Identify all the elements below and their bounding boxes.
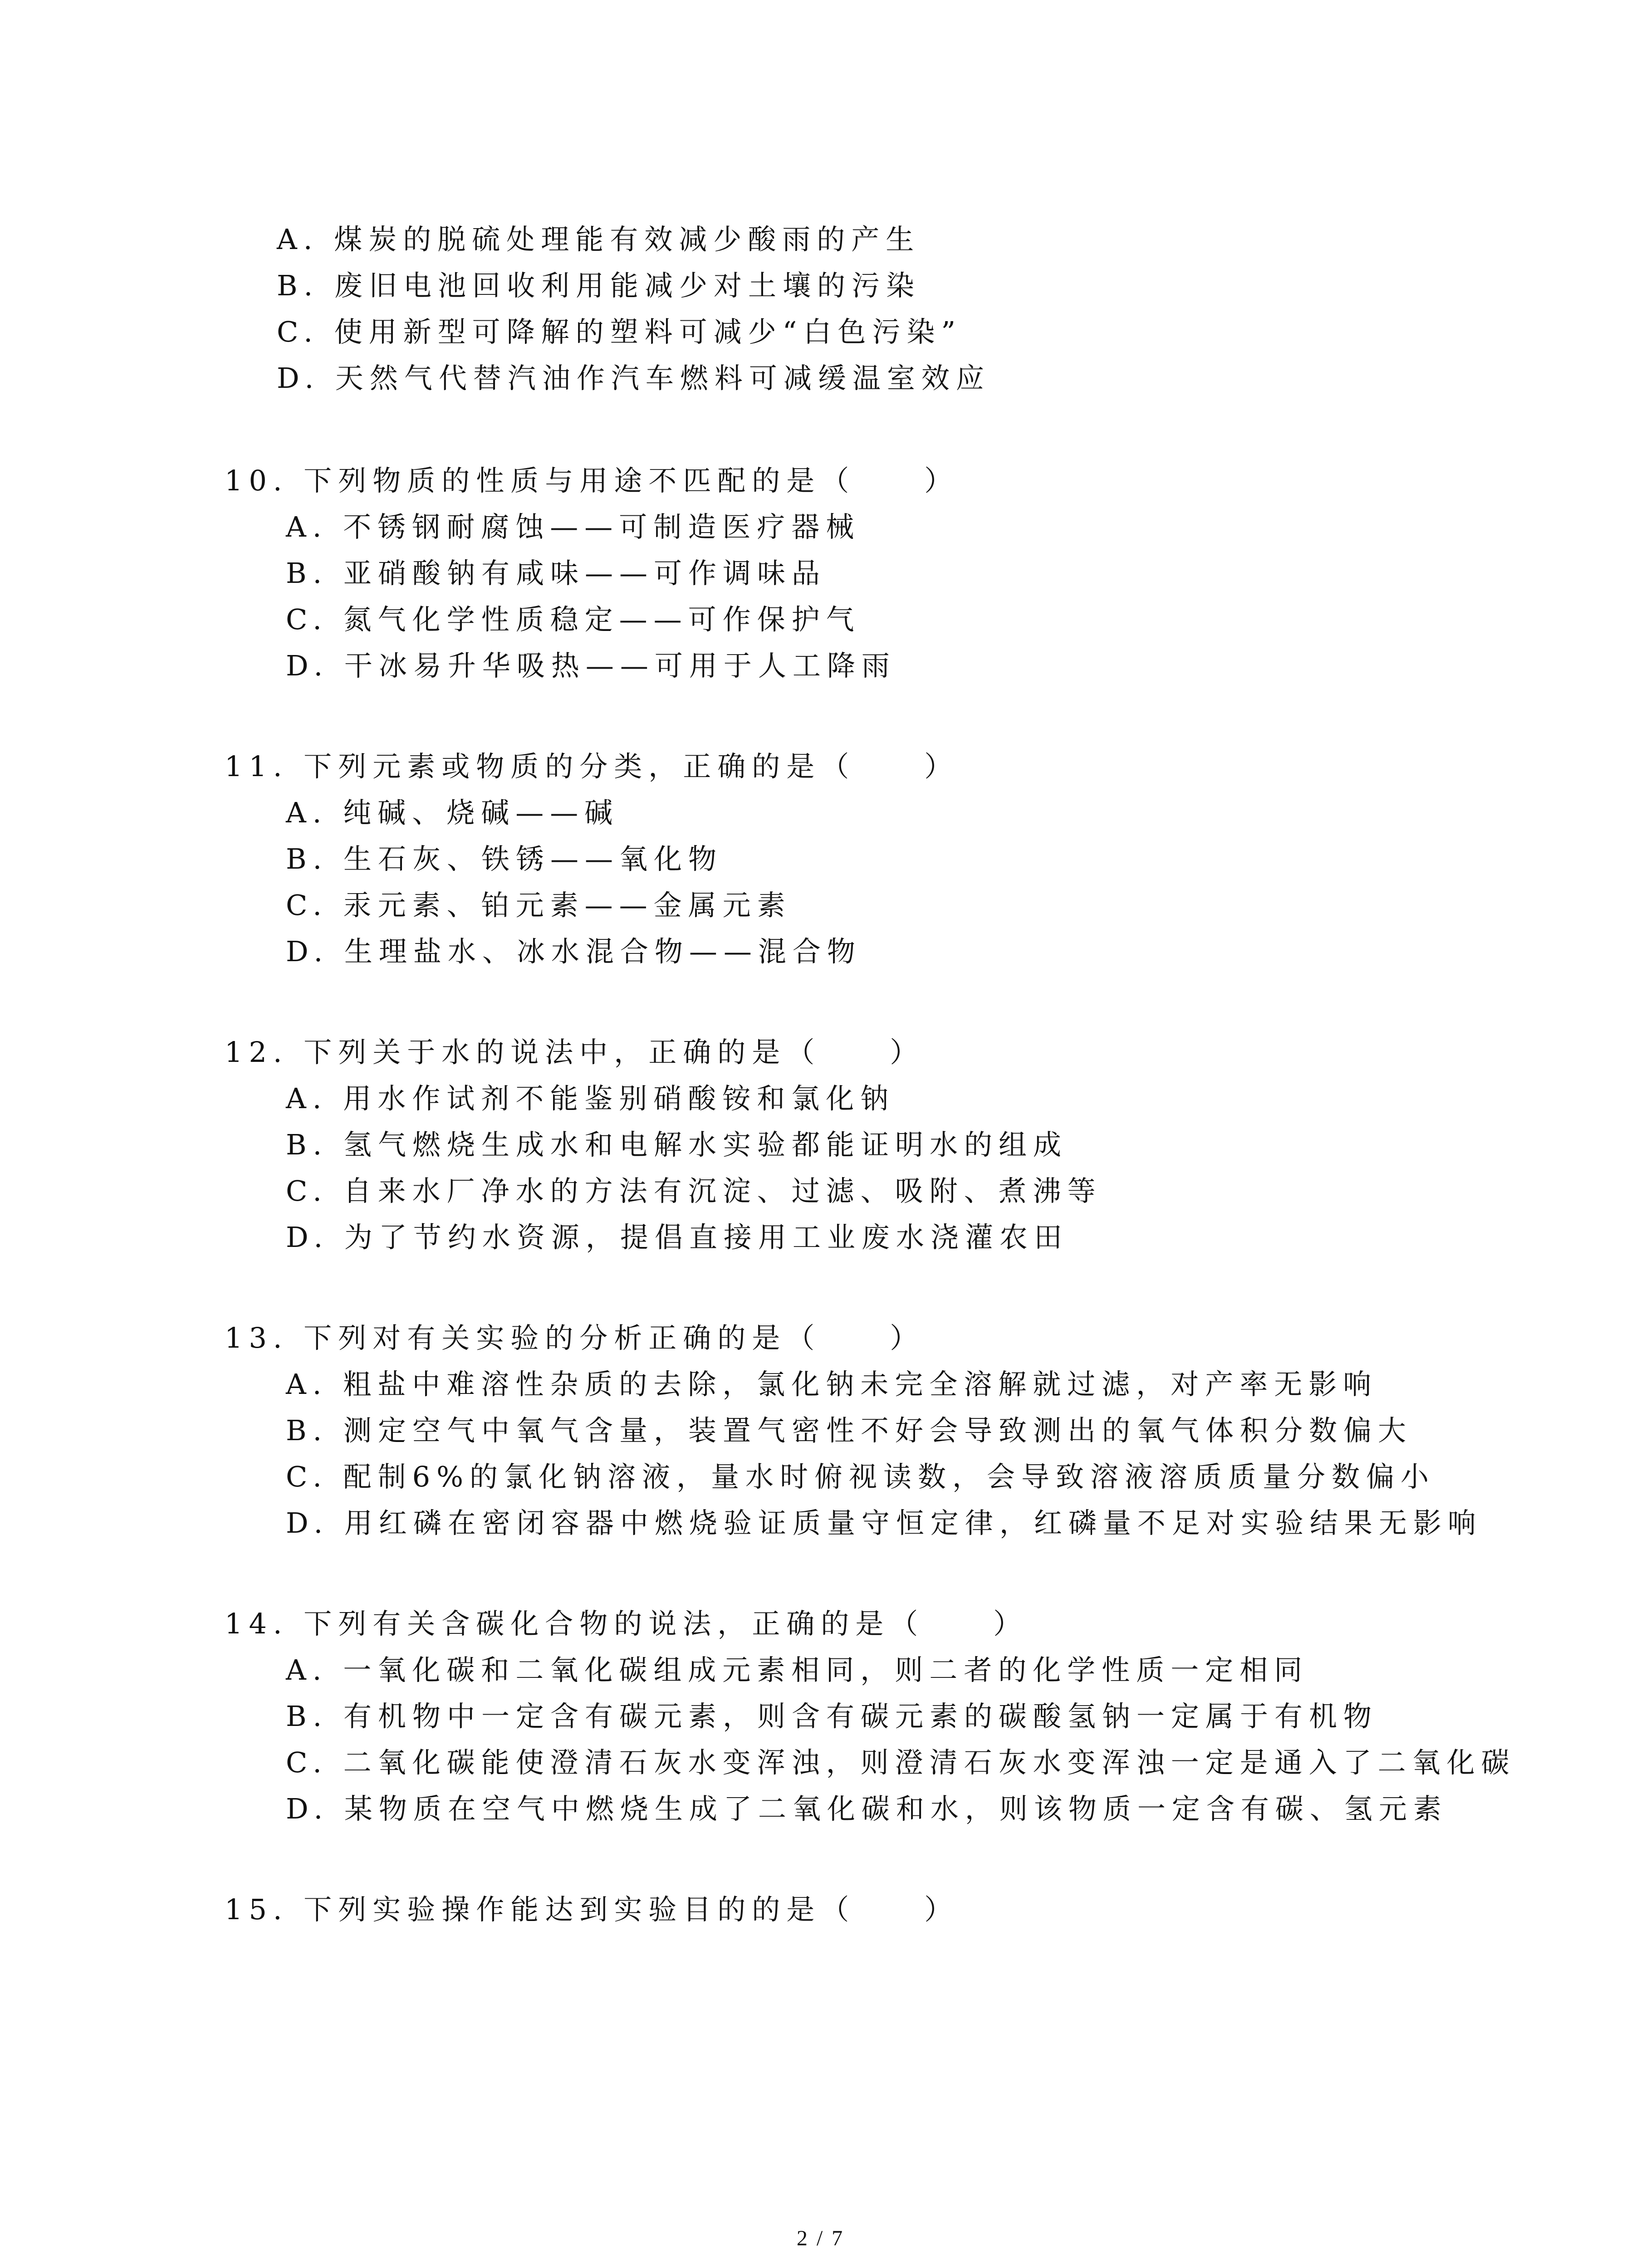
question-title: 15. 下列实验操作能达到实验目的的是（ ）	[225, 1893, 959, 1926]
option-a: A. 煤炭的脱硫处理能有效减少酸雨的产生	[277, 223, 921, 256]
option-b: B. 亚硝酸钠有咸味——可作调味品	[286, 557, 826, 590]
option-c: C. 汞元素、铂元素——金属元素	[286, 889, 792, 922]
option-a: A. 纯碱、烧碱——碱	[286, 796, 619, 829]
option-c: C. 自来水厂净水的方法有沉淀、过滤、吸附、煮沸等	[286, 1174, 1102, 1207]
question-title: 12. 下列关于水的说法中，正确的是（ ）	[225, 1036, 925, 1069]
question-title: 13. 下列对有关实验的分析正确的是（ ）	[225, 1321, 925, 1354]
option-d: D. 干冰易升华吸热——可用于人工降雨	[286, 649, 896, 682]
option-d: D. 某物质在空气中燃烧生成了二氧化碳和水，则该物质一定含有碳、氢元素	[286, 1792, 1448, 1825]
option-b: B. 生石灰、铁锈——氧化物	[286, 842, 723, 875]
question-title: 14. 下列有关含碳化合物的说法，正确的是（ ）	[225, 1607, 1028, 1640]
option-b: B. 氢气燃烧生成水和电解水实验都能证明水的组成	[286, 1128, 1068, 1161]
option-c: C. 配制6%的氯化钠溶液，量水时俯视读数，会导致溶液溶质质量分数偏小	[286, 1460, 1435, 1493]
option-a: A. 粗盐中难溶性杂质的去除，氯化钠未完全溶解就过滤，对产率无影响	[286, 1368, 1378, 1401]
question-title: 11. 下列元素或物质的分类，正确的是（ ）	[225, 750, 959, 783]
option-d: D. 天然气代替汽油作汽车燃料可减缓温室效应	[277, 362, 990, 395]
option-b: B. 测定空气中氧气含量，装置气密性不好会导致测出的氧气体积分数偏大	[286, 1414, 1412, 1447]
option-d: D. 生理盐水、冰水混合物——混合物	[286, 935, 862, 968]
option-c: C. 氮气化学性质稳定——可作保护气	[286, 603, 861, 636]
option-a: A. 一氧化碳和二氧化碳组成元素相同，则二者的化学性质一定相同	[286, 1653, 1309, 1686]
option-b: B. 有机物中一定含有碳元素，则含有碳元素的碳酸氢钠一定属于有机物	[286, 1700, 1378, 1733]
option-d: D. 用红磷在密闭容器中燃烧验证质量守恒定律，红磷量不足对实验结果无影响	[286, 1506, 1482, 1540]
question-title: 10. 下列物质的性质与用途不匹配的是（ ）	[225, 464, 959, 497]
page-number: 2 / 7	[796, 2226, 845, 2250]
option-c: C. 使用新型可降解的塑料可减少“白色污染”	[277, 315, 962, 348]
option-a: A. 用水作试剂不能鉴别硝酸铵和氯化钠	[286, 1082, 895, 1115]
option-c: C. 二氧化碳能使澄清石灰水变浑浊，则澄清石灰水变浑浊一定是通入了二氧化碳	[286, 1746, 1516, 1779]
option-a: A. 不锈钢耐腐蚀——可制造医疗器械	[286, 510, 861, 543]
option-b: B. 废旧电池回收利用能减少对土壤的污染	[277, 269, 921, 302]
option-d: D. 为了节约水资源，提倡直接用工业废水浇灌农田	[286, 1221, 1068, 1254]
